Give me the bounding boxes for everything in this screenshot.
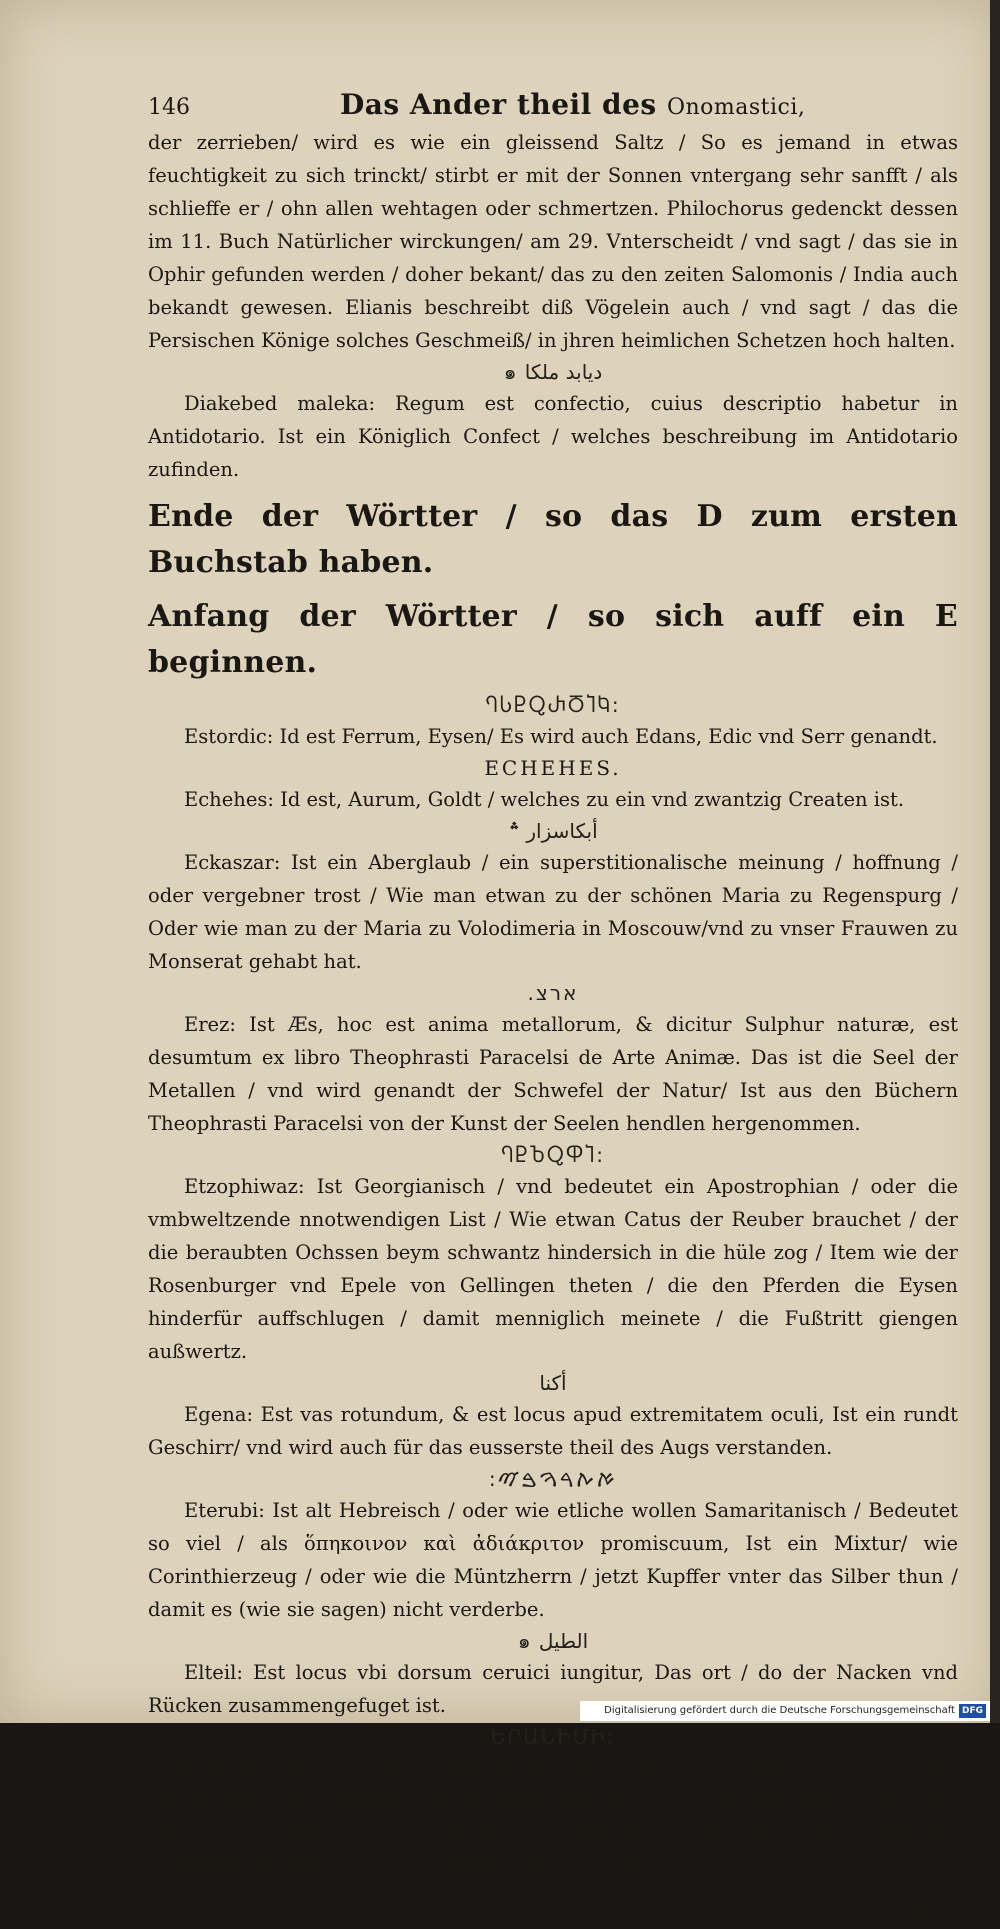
continuation-paragraph: der zerrieben/ wird es wie ein gleissend Saltz / So es jemand in etwas feuchtigkeit zu sich trinckt/ stirbt er mit der Sonnen vntergang sehr sanfft / als schlieffe er / ohn allen wehtagen oder schmertzen. Philochorus gedenckt dessen im 11. Buch Natürlicher wirckungen/ am 29. Vnterscheidt / vnd sagt / das sie in Ophir gefunden werden / doher bekant/ das zu den zeiten Salomonis / India auch bekandt gewesen. Elianis beschreibt diß Vögelein auch / vnd sagt / das die Persischen Könige solches Geschmeiß/ in jhren heimlichen Schetzen hoch halten. [148, 131, 958, 352]
entry-elteil: Elteil: Est locus vbi dorsum ceruici iungitur, Das ort / do der Nacken vnd Rücken zusammengefuget ist. [148, 1661, 958, 1717]
page-edge [990, 0, 1000, 1723]
heading-begin-e: Anfang der Wörtter / so sich auff ein E beginnen. [148, 599, 958, 680]
entry-diakebed: Diakebed maleka: Regum est confectio, cuius descriptio habetur in Antidotario. Ist ein Königlich Confect / welches beschreibung im Antidotario zufinden. [148, 392, 958, 481]
samaritan-script-eterubi: :ࠀࠕࠓࠅࠁࠉ [488, 1467, 618, 1491]
caps-heading-echehes: ECHEHES. [484, 756, 622, 780]
entry-eranimi: Eranimi: Ist Armenisch / bedeut den so nach seinem Todt selig wird / Wie erstlich die Jüden / hernach die frommen Heiden / vnd jetzt mancherley Christen gerne sein wolten / vnd auch werden / Ja wann wir vns nebend vnserm Glauben / in beweisung des Nechsten / darnach halten werden. [148, 1757, 958, 1879]
heading-end-d: Ende der Wörtter / so das D zum ersten Buchstab haben. [148, 499, 958, 580]
armenian-script-eranimi: ԵՐԱՆԻՄԻ: [490, 1725, 616, 1749]
georgian-script-estordic: ႤႱႲႭႰႣႨႩ: [485, 693, 621, 717]
entry-eterubi: Eterubi: Ist alt Hebreisch / oder wie etliche wollen Samaritanisch / Bedeutet so viel / als ὅπηκοινον καὶ ἀδιάκριτον promiscuum, Ist ein Mixtur/ wie Corinthierzeug / oder wie die Müntzherrn / jetzt Kupffer vnter das Silber thun / damit es (wie sie sagen) nicht verderbe. [148, 1499, 958, 1621]
entry-eckaszar: Eckaszar: Ist ein Aberglaub / ein superstitionalische meinung / hoffnung / oder vergebner trost / Wie man etwan zu der schönen Maria zu Regenspurg / Oder wie man zu der Maria zu Volodimeria in Moscouw/vnd zu vnser Frauwen zu Monserat gehabt hat. [148, 851, 958, 973]
digitization-footer [580, 1701, 990, 1721]
dfg-logo: DFG [959, 1704, 986, 1718]
running-head-text: Das Ander theil des [340, 88, 657, 121]
entry-estordic: Estordic: Id est Ferrum, Eysen/ Es wird auch Edans, Edic vnd Serr genandt. [184, 725, 938, 748]
georgian-script-etzophiwaz: ႤႲႦႭႴႨ: [501, 1143, 605, 1167]
arabic-script-diakebed: ديابد ملکا ๑ [503, 360, 603, 384]
entry-erez: Erez: Ist Æs, hoc est anima metallorum, & dicitur Sulphur naturæ, est desumtum ex libro Theophrasti Paracelsi de Arte Animæ. Das ist die Seel der Metallen / vnd wird genandt der Schwefel der Natur/ Ist aus den Büchern Theophrasti Paracelsi von der Kunst der Seelen hendlen hergenommen. [148, 1013, 958, 1135]
entry-echehes: Echehes: Id est, Aurum, Goldt / welches zu ein vnd zwantzig Createn ist. [184, 788, 905, 811]
text-block [148, 88, 958, 1929]
arabic-script-eckaszar: أبكاسزار ؞ [508, 819, 598, 843]
page-header [148, 88, 958, 124]
footer-text: Digitalisierung gefördert durch die Deutsche Forschungsgemeinschaft [604, 1705, 955, 1716]
entry-etzophiwaz: Etzophiwaz: Ist Georgianisch / vnd bedeutet ein Apostrophian / oder die vmbweltzende nnotwendigen List / Wie etwan Catus der Reuber brauchet / der die beraubten Ochssen beym schwantz hindersich in die hüle zog / Item wie der Rosenburger vnd Epele von Gellingen theten / die den Pferden die Eysen hinderfür auffschlugen / damit menniglich meinete / die Fußtritt giengen außwertz. [148, 1175, 958, 1363]
page-number: 146 [148, 95, 190, 120]
entry-egena: Egena: Est vas rotundum, & est locus apud extremitatem oculi, Ist ein rundt Geschirr/ vnd wird auch für das eusserste theil des Augs verstanden. [148, 1403, 958, 1459]
arabic-script-elteil: الطيل ๑ [517, 1629, 589, 1653]
catchword: Emazofiba, [845, 1901, 952, 1923]
hebrew-script-erez: ארצ. [527, 981, 579, 1005]
arabic-script-egena: أكنا [539, 1371, 567, 1395]
running-head-latin: Onomastici, [666, 95, 806, 120]
running-head [340, 88, 805, 124]
